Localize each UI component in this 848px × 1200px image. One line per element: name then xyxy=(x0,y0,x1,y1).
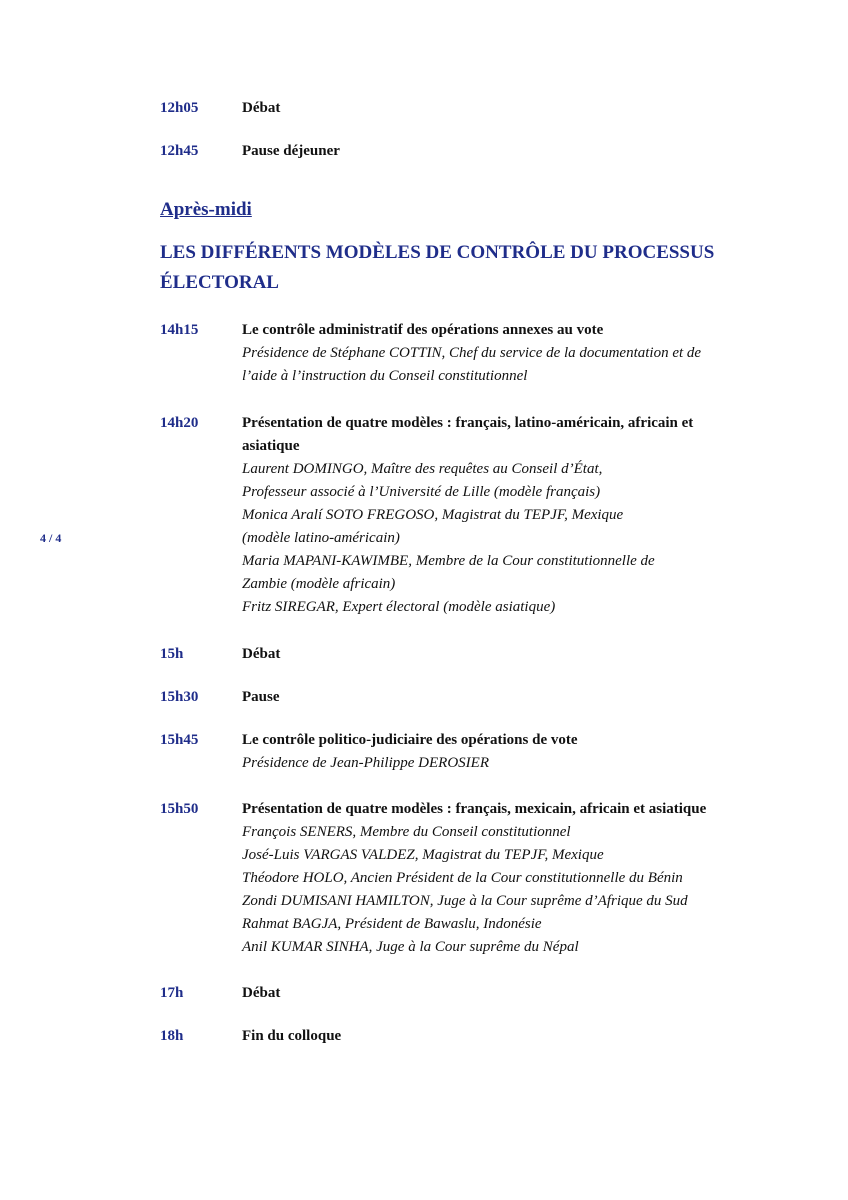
item-title: Débat xyxy=(242,646,281,662)
item-time: 15h xyxy=(160,646,184,662)
item-title: Le contrôle politico-judiciaire des opérations de vote xyxy=(242,732,578,748)
agenda-item-15h xyxy=(0,643,848,666)
item-time: 15h30 xyxy=(160,689,199,705)
page-number: 4 / 4 xyxy=(40,531,62,545)
agenda-item-17h xyxy=(0,982,848,1005)
item-detail-line: José-Luis VARGAS VALDEZ, Magistrat du TEPJF, Mexique xyxy=(242,847,604,863)
item-time: 14h20 xyxy=(160,415,199,431)
item-title: Pause déjeuner xyxy=(242,143,340,159)
item-time: 17h xyxy=(160,985,184,1001)
item-detail-line: Rahmat BAGJA, Président de Bawaslu, Indonésie xyxy=(242,916,542,932)
item-detail-line: Monica Aralí SOTO FREGOSO, Magistrat du TEPJF, Mexique xyxy=(242,507,624,523)
item-detail-line: Présidence de Jean-Philippe DEROSIER xyxy=(242,755,489,771)
item-title-line-2: asiatique xyxy=(242,438,300,454)
item-detail-line: Théodore HOLO, Ancien Président de la Cour constitutionnelle du Bénin xyxy=(242,870,683,886)
item-detail-line: (modèle latino-américain) xyxy=(242,530,400,546)
item-detail-line: Maria MAPANI-KAWIMBE, Membre de la Cour constitutionnelle de xyxy=(242,553,655,569)
section-heading xyxy=(160,238,800,298)
item-detail-line: Zondi DUMISANI HAMILTON, Juge à la Cour suprême d’Afrique du Sud xyxy=(242,893,688,909)
item-title: Débat xyxy=(242,985,281,1001)
item-time: 18h xyxy=(160,1028,184,1044)
agenda-item-1205 xyxy=(0,97,848,120)
agenda-item-1530 xyxy=(0,686,848,709)
agenda-item-1245 xyxy=(0,140,848,163)
item-detail-line: Zambie (modèle africain) xyxy=(242,576,396,592)
item-detail-line: Anil KUMAR SINHA, Juge à la Cour suprême du Népal xyxy=(242,939,579,955)
section-afternoon-label: Après-midi xyxy=(160,199,252,220)
agenda-item-18h xyxy=(0,1025,848,1048)
item-title: Débat xyxy=(242,100,281,116)
section-heading-line-1: LES DIFFÉRENTS MODÈLES DE CONTRÔLE DU PROCESSUS xyxy=(160,242,715,263)
item-title: Le contrôle administratif des opérations annexes au vote xyxy=(242,322,604,338)
section-heading-line-2: ÉLECTORAL xyxy=(160,272,279,293)
item-title-line-1: Présentation de quatre modèles : français, latino-américain, africain et xyxy=(242,415,694,431)
item-title: Fin du colloque xyxy=(242,1028,342,1044)
item-time: 15h50 xyxy=(160,801,199,817)
item-detail-line: François SENERS, Membre du Conseil constitutionnel xyxy=(242,824,571,840)
item-time: 12h45 xyxy=(160,143,199,159)
item-time: 15h45 xyxy=(160,732,199,748)
item-title: Pause xyxy=(242,689,280,705)
item-detail-line: Fritz SIREGAR, Expert électoral (modèle asiatique) xyxy=(242,599,556,615)
item-time: 12h05 xyxy=(160,100,199,116)
item-time: 14h15 xyxy=(160,322,199,338)
item-title: Présentation de quatre modèles : français, mexicain, africain et asiatique xyxy=(242,801,707,817)
item-detail-line: Présidence de Stéphane COTTIN, Chef du service de la documentation et de xyxy=(242,345,702,361)
item-detail-line: l’aide à l’instruction du Conseil constitutionnel xyxy=(242,368,528,384)
item-detail-line: Laurent DOMINGO, Maître des requêtes au Conseil d’État, xyxy=(242,461,603,477)
item-detail-line: Professeur associé à l’Université de Lille (modèle français) xyxy=(242,484,601,500)
